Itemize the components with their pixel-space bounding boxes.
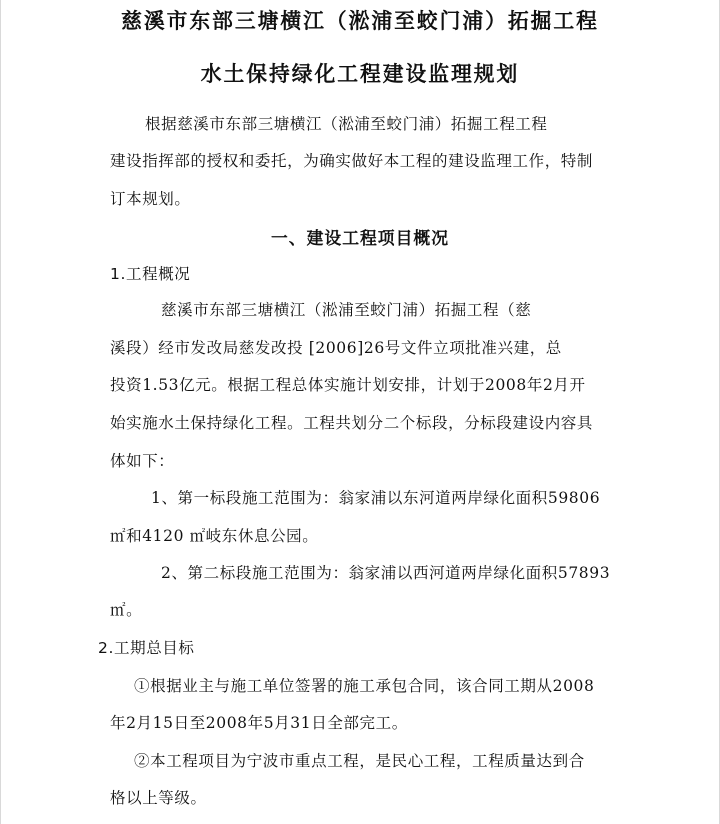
- schedule-item-1-line-2: 年2月15日至2008年5月31日全部完工。: [110, 714, 408, 732]
- lot-1-line-2: ㎡和4120 ㎡岐东休息公园。: [110, 527, 319, 545]
- subsection-1-heading: 1.工程概况: [110, 265, 191, 283]
- schedule-item-2-line-1: ②本工程项目为宁波市重点工程，是民心工程，工程质量达到合: [134, 752, 585, 770]
- overview-line-1: 慈溪市东部三塘横江（淞浦至蛟门浦）拓掘工程（慈: [161, 301, 532, 319]
- section-1-heading: 一、建设工程项目概况: [271, 229, 449, 249]
- lot-2-line-1: 2、第二标段施工范围为：翁家浦以西河道两岸绿化面积57893: [161, 564, 611, 582]
- overview-line-2: 溪段）经市发改局慈发改投 [2006]26号文件立项批准兴建，总: [110, 339, 562, 357]
- overview-line-4: 始实施水土保持绿化工程。工程共划分二个标段，分标段建设内容具: [110, 414, 594, 432]
- intro-line-2: 建设指挥部的授权和委托，为确实做好本工程的建设监理工作，特制: [110, 152, 594, 170]
- overview-line-3: 投资1.53亿元。根据工程总体实施计划安排，计划于2008年2月开: [110, 376, 586, 394]
- document-title-line-1: 慈溪市东部三塘横江（淞浦至蛟门浦）拓掘工程: [121, 8, 599, 33]
- document-title-line-2: 水土保持绿化工程建设监理规划: [200, 61, 520, 86]
- schedule-item-1-line-1: ①根据业主与施工单位签署的施工承包合同，该合同工期从2008: [134, 677, 595, 695]
- page-left-edge: [0, 0, 1, 824]
- schedule-item-2-line-2: 格以上等级。: [110, 789, 207, 807]
- subsection-2-heading: 2.工期总目标: [98, 639, 195, 657]
- lot-1-line-1: 1、第一标段施工范围为：翁家浦以东河道两岸绿化面积59806: [151, 489, 601, 507]
- intro-line-3: 订本规划。: [110, 190, 191, 208]
- intro-line-1: 根据慈溪市东部三塘横江（淞浦至蛟门浦）拓掘工程工程: [145, 115, 548, 133]
- overview-line-5: 体如下：: [110, 452, 175, 470]
- lot-2-line-2: ㎡。: [110, 601, 143, 619]
